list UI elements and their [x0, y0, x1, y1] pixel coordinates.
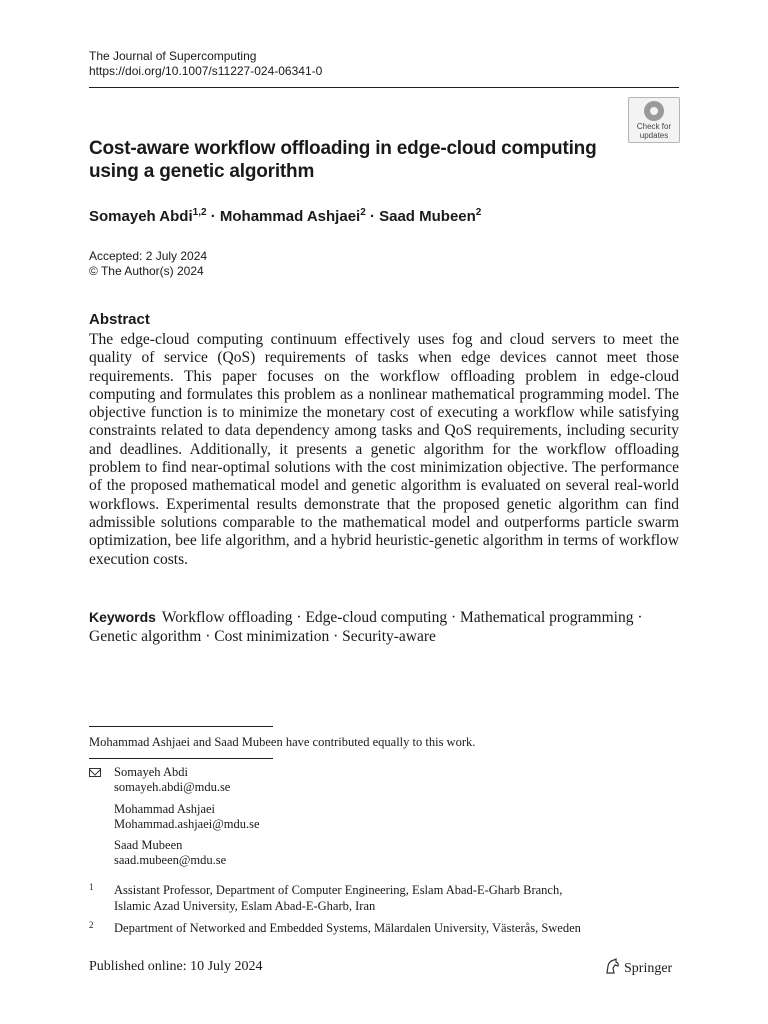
keywords-text: Workflow offloading · Edge-cloud computing · Mathematical programming · Genetic algorithm · Cost minimization · Security-aware [89, 609, 643, 645]
author-affiliation-sup: 2 [360, 207, 366, 218]
published-online: Published online: 10 July 2024 [89, 959, 263, 974]
abstract-text: The edge-cloud computing continuum effectively uses fog and cloud servers to meet the quality of service (QoS) requirements of tasks when edge devices cannot meet those requirements. This paper focuses on the workflow offloading problem in edge-cloud computing and formulates this problem as a nonlinear mathematical programming model. The objective function is to minimize the monetary cost of executing a workflow while satisfying constraints related to data dependency among tasks and QoS requirements, including security and deadlines. Additionally, it presents a genetic algorithm for the workflow offloading problem to find near-optimal solutions with the cost minimization objective. The performance of the proposed mathematical model and genetic algorithm is evaluated on several real-world workflows. Experimental results demonstrate that the proposed genetic algorithm can find admissible solutions comparable to the mathematical model and outperforms particle swarm optimization, bee life algorithm, and a hybrid heuristic-genetic algorithm in terms of workflow execution costs. [89, 331, 679, 568]
author-separator: · [369, 208, 375, 225]
abstract-heading: Abstract [89, 311, 150, 328]
affiliation-line: Department of Networked and Embedded Systems, Mälardalen University, Västerås, Sweden [114, 921, 581, 935]
author-separator: · [210, 208, 216, 225]
affiliation-number: 1 [89, 882, 94, 892]
footnote-text: Mohammad Ashjaei and Saad Mubeen have contributed equally to this work. [89, 735, 476, 749]
author-affiliation-sup: 2 [475, 207, 482, 218]
contact-email[interactable]: saad.mubeen@mdu.se [114, 853, 227, 867]
contact-email[interactable]: somayeh.abdi@mdu.se [114, 780, 231, 794]
contact-name: Somayeh Abdi [114, 765, 188, 779]
journal-name: The Journal of Supercomputing [89, 49, 257, 63]
header-rule [89, 87, 679, 88]
title-line-1: Cost-aware workflow offloading in edge-cloud computing [89, 138, 597, 159]
keywords-block [89, 608, 679, 646]
envelope-icon [89, 768, 101, 777]
affiliation-line: Islamic Azad University, Eslam Abad-E-Gharb, Iran [114, 899, 376, 913]
springer-logo [604, 958, 672, 977]
author-list [89, 207, 481, 225]
badge-label-1: Check for [636, 122, 672, 131]
paper-title [89, 137, 629, 183]
badge-label-2: updates [639, 131, 669, 140]
author-name[interactable]: Somayeh Abdi [89, 208, 193, 225]
contact-email[interactable]: Mohammad.ashjaei@mdu.se [114, 817, 260, 831]
title-line-2: using a genetic algorithm [89, 161, 315, 182]
copyright: © The Author(s) 2024 [89, 264, 204, 278]
doi-link[interactable]: https://doi.org/10.1007/s11227-024-06341-0 [89, 64, 323, 78]
check-for-updates-badge[interactable] [628, 97, 680, 143]
affiliation-line: Assistant Professor, Department of Computer Engineering, Eslam Abad-E-Gharb Branch, [114, 883, 563, 897]
footnote-rule [89, 726, 273, 727]
publisher-name: Springer [624, 961, 673, 976]
accepted-date: Accepted: 2 July 2024 [89, 249, 208, 263]
check-for-updates-icon [644, 101, 664, 121]
affiliation-number: 2 [89, 920, 94, 930]
contact-name: Saad Mubeen [114, 838, 183, 852]
footnote-rule [89, 758, 273, 759]
author-affiliation-sup: 1,2 [192, 207, 207, 218]
keywords-label: Keywords [89, 609, 156, 625]
springer-horse-icon [604, 958, 621, 975]
contact-name: Mohammad Ashjaei [114, 802, 216, 816]
author-name[interactable]: Mohammad Ashjaei [219, 208, 361, 225]
journal-header [89, 49, 322, 79]
publication-dates [89, 249, 207, 279]
author-name[interactable]: Saad Mubeen [379, 208, 476, 225]
